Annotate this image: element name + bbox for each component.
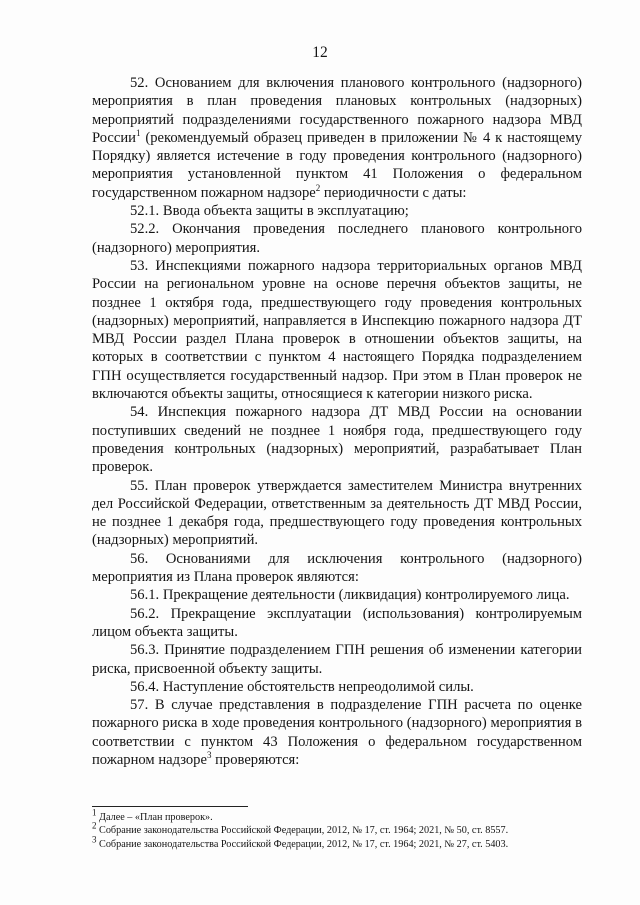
body-text bbox=[92, 74, 582, 769]
paragraph-57: 57. В случае представления в подразделение ГПН расчета по оценке пожарного риска в ходе проведения контрольного (надзорного) мероприятия в соответствии с пунктом 43 Положения о федеральном государственном пожарном надзоре$^3$ проверяются: bbox=[92, 697, 582, 768]
paragraph-56-1: 56.1. Прекращение деятельности (ликвидация) контролируемого лица. bbox=[130, 587, 570, 604]
paragraph-52-1: 52.1. Ввода объекта защиты в эксплуатацию; bbox=[130, 203, 409, 220]
paragraph-52: 52. Основанием для включения планового контрольного (надзорного) мероприятия в план проведения плановых контрольных (надзорных) мероприятий подразделениями государственного пожарного надзора МВД России$^1$ (рекомендуемый образец приведен в приложении № 4 к настоящему Порядку) является истечение в году проведения контрольного (надзорного) мероприятия установленной пунктом 41 Положения о федеральном государственном пожарном надзоре$^2$ периодичности с даты: bbox=[92, 75, 582, 201]
footnote-3: $^3$ Собрание законодательства Российской Федерации, 2012, № 17, ст. 1964; 2021, № 27, ст. 5403. bbox=[92, 834, 509, 850]
footnote-1: $^1$ Далее – «План проверок». bbox=[92, 807, 213, 823]
paragraph-54: 54. Инспекция пожарного надзора ДТ МВД России на основании поступивших сведений не позднее 1 ноября года, предшествующего году проведения контрольных (надзорных) мероприятий, разрабатывает План проверок. bbox=[92, 404, 582, 476]
paragraph-52-2: 52.2. Окончания проведения последнего планового контрольного (надзорного) мероприятия. bbox=[92, 221, 582, 256]
paragraph-53: 53. Инспекциями пожарного надзора территориальных органов МВД России на региональном уровне на основе перечня объектов защиты, не позднее 1 октября года, предшествующего году проведения контрольных (надзорных) мероприятий, направляется в Инспекцию пожарного надзора ДТ МВД России раздел Плана проверок в отношении объектов защиты, на которых в соответствии с пунктом 4 настоящего Порядка подразделением ГПН осуществляется государственный надзор. При этом в План проверок не включаются объекты защиты, относящиеся к категории низкого риска. bbox=[92, 257, 582, 403]
footnote-ref-3[interactable]: 3 bbox=[206, 750, 212, 761]
footnote-divider bbox=[92, 806, 248, 807]
footnotes bbox=[92, 807, 592, 851]
paragraph-56-3: 56.3. Принятие подразделением ГПН решения об изменении категории риска, присвоенной объекту защиты. bbox=[92, 642, 582, 677]
page-number: 12 bbox=[312, 44, 328, 61]
footnote-ref-1[interactable]: 1 bbox=[136, 128, 141, 139]
footnote-2: $^2$ Собрание законодательства Российской Федерации, 2012, № 17, ст. 1964; 2021, № 50, ст. 8557. bbox=[92, 821, 509, 837]
paragraph-56: 56. Основаниями для исключения контрольного (надзорного) мероприятия из Плана проверок являются: bbox=[92, 550, 582, 586]
paragraph-56-2: 56.2. Прекращение эксплуатации (использования) контролируемым лицом объекта защиты. bbox=[92, 605, 582, 640]
paragraph-55: 55. План проверок утверждается заместителем Министра внутренних дел Российской Федерации, ответственным за деятельность ДТ МВД России, не позднее 1 декабря года, предшествующего году проведения контрольных (надзорных) мероприятий. bbox=[92, 477, 582, 549]
paragraph-56-4: 56.4. Наступление обстоятельств непреодолимой силы. bbox=[130, 678, 474, 695]
footnote-ref-2[interactable]: 2 bbox=[315, 182, 321, 193]
